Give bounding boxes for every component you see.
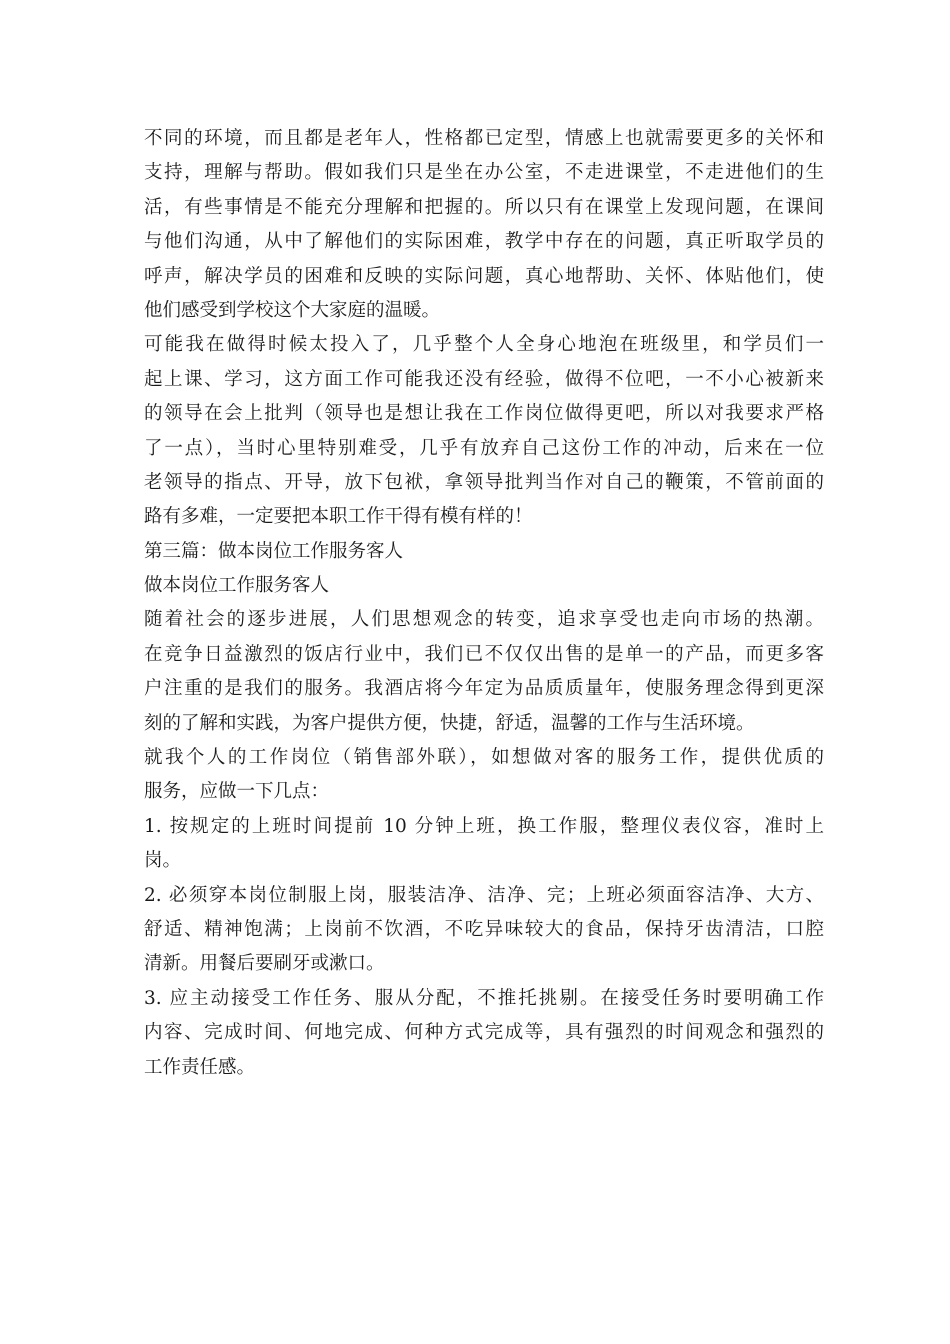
text-line: 工作责任感。	[144, 1056, 256, 1078]
text-line: 服务，应做一下几点：	[144, 781, 330, 803]
text-line: 在竞争日益激烈的饭店行业中，我们已不仅仅出售的是单一的产品，而更多客	[144, 643, 824, 665]
text-line: 就我个人的工作岗位（销售部外联），如想做对客的服务工作，提供优质的	[144, 747, 824, 769]
text-line: 路有多难，一定要把本职工作干得有模有样的！	[144, 506, 533, 528]
text-line: 了一点），当时心里特别难受，几乎有放弃自己这份工作的冲动，后来在一位	[144, 437, 824, 459]
text-line: 起上课、学习，这方面工作可能我还没有经验，做得不位吧，一不小心被新来	[144, 368, 824, 390]
text-line: 做本岗位工作服务客人	[144, 575, 330, 597]
text-line: 的领导在会上批判（领导也是想让我在工作岗位做得更吧，所以对我要求严格	[144, 403, 824, 425]
text-line: 第三篇：做本岗位工作服务客人	[144, 540, 404, 562]
text-line: 不同的环境，而且都是老年人，性格都已定型，情感上也就需要更多的关怀和	[144, 128, 824, 149]
text-line: 支持，理解与帮助。假如我们只是坐在办公室，不走进课堂，不走进他们的生	[144, 162, 824, 184]
text-line: 内容、完成时间、何地完成、何种方式完成等，具有强烈的时间观念和强烈的	[144, 1022, 824, 1044]
document-body	[144, 122, 824, 1085]
text-line: 舒适、精神饱满；上岗前不饮酒，不吃异味较大的食品，保持牙齿清洁，口腔	[144, 918, 824, 940]
text-line: 与他们沟通，从中了解他们的实际困难，教学中存在的问题，真正听取学员的	[144, 231, 824, 253]
text-line: 1. 按规定的上班时间提前 10 分钟上班，换工作服，整理仪表仪容，准时上	[144, 815, 824, 837]
text-line: 活，有些事情是不能充分理解和把握的。所以只有在课堂上发现问题，在课间	[144, 196, 824, 218]
text-line: 老领导的指点、开导，放下包袱，拿领导批判当作对自己的鞭策，不管前面的	[144, 471, 824, 493]
text-line: 随着社会的逐步进展，人们思想观念的转变，追求享受也走向市场的热潮。	[144, 609, 824, 631]
text-line: 2. 必须穿本岗位制服上岗，服装洁净、洁净、完；上班必须面容洁净、大方、	[144, 884, 824, 906]
text-line: 刻的了解和实践，为客户提供方便，快捷，舒适，温馨的工作与生活环境。	[144, 712, 755, 734]
text-line: 岗。	[144, 850, 182, 872]
text-line: 清新。用餐后要刷牙或漱口。	[144, 953, 385, 975]
text-line: 可能我在做得时候太投入了，几乎整个人全身心地泡在班级里，和学员们一	[144, 334, 824, 356]
text-line: 呼声，解决学员的困难和反映的实际问题，真心地帮助、关怀、体贴他们，使	[144, 265, 824, 287]
text-line: 3. 应主动接受工作任务、服从分配，不推托挑剔。在接受任务时要明确工作	[144, 987, 824, 1009]
text-line: 他们感受到学校这个大家庭的温暖。	[144, 299, 441, 321]
text-line: 户注重的是我们的服务。我酒店将今年定为品质质量年，使服务理念得到更深	[144, 678, 824, 700]
